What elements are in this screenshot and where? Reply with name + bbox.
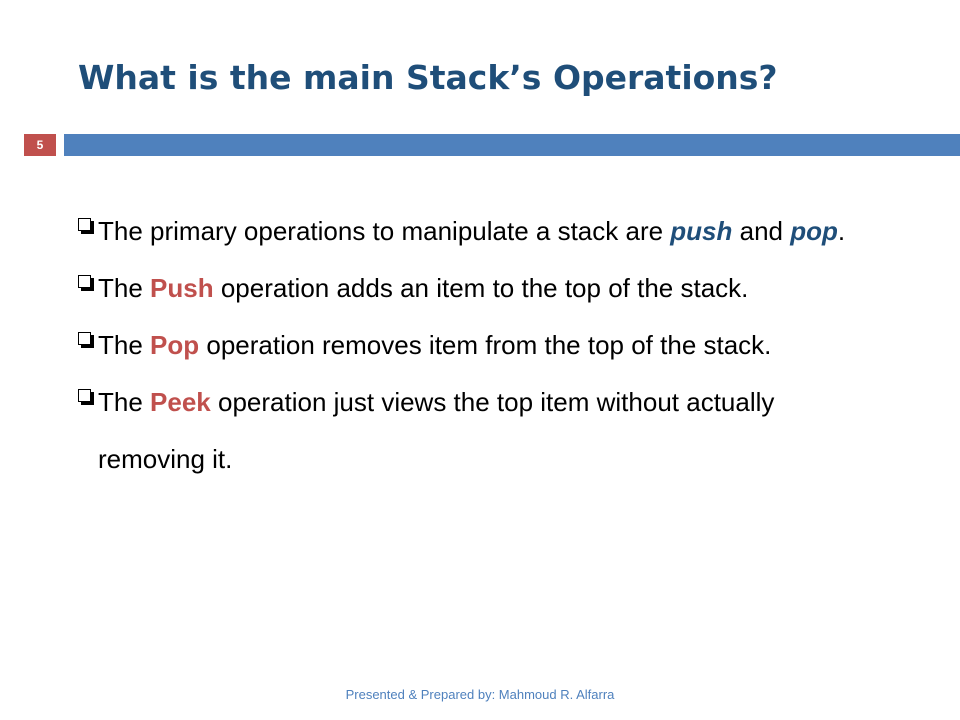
bullet-text-segment: operation adds an item to the top of the stack. bbox=[213, 273, 749, 303]
bullet-item-push bbox=[78, 260, 878, 317]
bullet-text-segment: The bbox=[98, 273, 151, 303]
title-rule-bar bbox=[64, 134, 960, 156]
slide-number-badge: 5 bbox=[24, 134, 56, 156]
bullet-text-segment: operation just views the top item without actually removing it. bbox=[98, 387, 775, 474]
bullet-text bbox=[98, 203, 878, 260]
bullet-text-segment: and bbox=[732, 216, 791, 246]
bullet-item-pop bbox=[78, 317, 878, 374]
shadowed-square-bullet-icon bbox=[78, 260, 98, 317]
keyword-pop: Pop bbox=[150, 330, 200, 360]
shadowed-square-bullet-icon bbox=[78, 374, 98, 431]
slide-title: What is the main Stack’s Operations? bbox=[78, 58, 778, 97]
keyword-peek: Peek bbox=[150, 387, 211, 417]
bullet-item-push-pop bbox=[78, 203, 878, 260]
bullet-item-peek bbox=[78, 374, 878, 488]
shadowed-square-bullet-icon bbox=[78, 203, 98, 260]
bullet-text bbox=[98, 317, 878, 374]
keyword-push: Push bbox=[150, 273, 214, 303]
bullet-text-segment: The bbox=[98, 330, 151, 360]
keyword-pop: pop bbox=[790, 216, 838, 246]
bullet-text-segment: . bbox=[837, 216, 846, 246]
bullet-text-segment: The bbox=[98, 387, 151, 417]
slide-footer: Presented & Prepared by: Mahmoud R. Alfarra bbox=[345, 687, 615, 702]
shadowed-square-bullet-icon bbox=[78, 317, 98, 374]
bullet-text-segment: operation removes item from the top of the stack. bbox=[199, 330, 772, 360]
bullet-text bbox=[98, 374, 878, 488]
keyword-push: push bbox=[670, 216, 733, 246]
bullet-list bbox=[78, 203, 878, 488]
bullet-text-segment: The primary operations to manipulate a stack are bbox=[98, 216, 671, 246]
bullet-text bbox=[98, 260, 878, 317]
